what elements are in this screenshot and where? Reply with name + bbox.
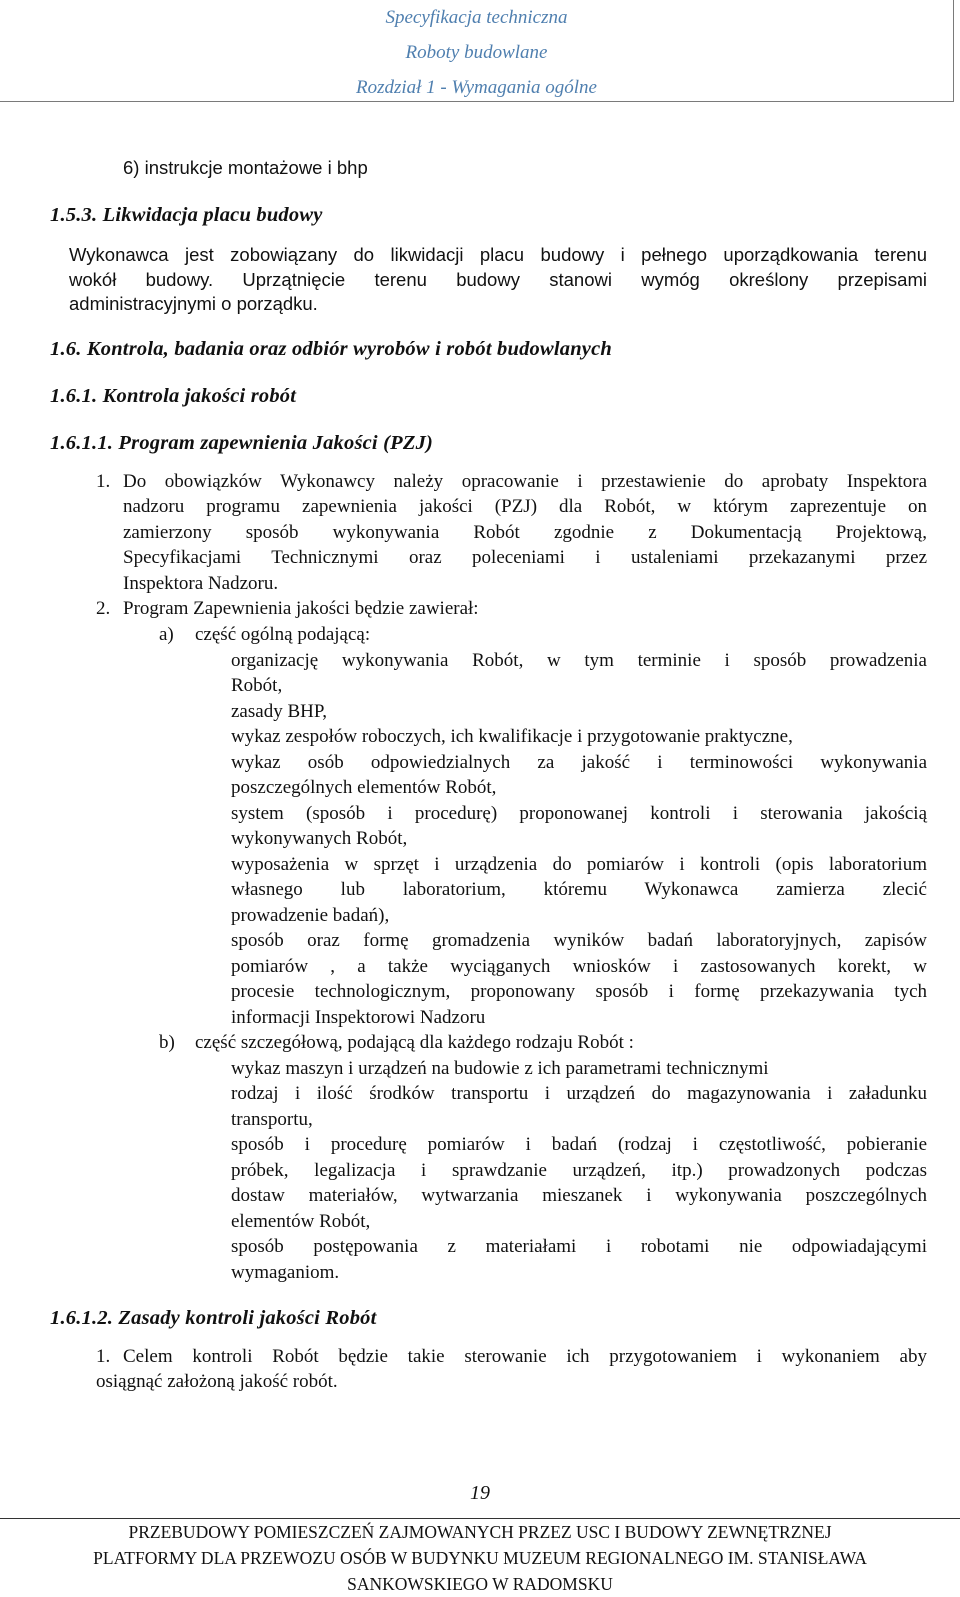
paragraph-line: zamierzony sposób wykonywania Robót zgodnie z Dokumentacją Projektową, (123, 522, 927, 543)
list-item-instructions: 6) instrukcje montażowe i bhp (123, 157, 368, 178)
sublist-line: transportu, (231, 1109, 313, 1130)
sublist-line: zasady BHP, (231, 701, 328, 722)
list-number: 2. (96, 598, 111, 619)
sublist-line: prowadzenie badań), (231, 905, 390, 926)
paragraph-line: Specyfikacjami Technicznymi oraz poleceniami i ustaleniami przekazanymi przez (123, 547, 927, 568)
sublist-line: pomiarów , a także wyciąganych wniosków i zastosowanych korekt, w (231, 956, 927, 977)
heading-1-6-1-2: 1.6.1.2. Zasady kontroli jakości Robót (50, 1307, 377, 1329)
sublist-line: organizację wykonywania Robót, w tym terminie i sposób prowadzenia (231, 650, 927, 671)
sublist-line: własnego lub laboratorium, któremu Wykonawca zamierza zlecić (231, 879, 927, 900)
sublist-line: elementów Robót, (231, 1211, 371, 1232)
heading-1-6-1-1: 1.6.1.1. Program zapewnienia Jakości (PZJ) (50, 432, 434, 454)
sublist-heading: część szczegółową, podającą dla każdego rodzaju Robót : (195, 1032, 634, 1053)
sublist-line: wyposażenia w sprzęt i urządzenia do pomiarów i kontroli (opis laboratorium (231, 854, 927, 875)
sublist-label: a) (159, 624, 174, 645)
list-number: 1. (96, 471, 111, 492)
sublist-label: b) (159, 1032, 175, 1053)
paragraph-line: Inspektora Nadzoru. (123, 573, 279, 594)
sublist-line: próbek, legalizacja i sprawdzanie urządzeń, itp.) prowadzonych podczas (231, 1160, 927, 1181)
sublist-line: Robót, (231, 675, 283, 696)
page-header (0, 0, 954, 102)
header-chapter: Rozdział 1 - Wymagania ogólne (355, 77, 597, 98)
paragraph-line: wokół budowy. Uprzątnięcie terenu budowy stanowi wymóg określony przepisami (69, 269, 927, 290)
footer-line: PRZEBUDOWY POMIESZCZEŃ ZAJMOWANYCH PRZEZ USC I BUDOWY ZEWNĘTRZNEJ (128, 1522, 832, 1542)
sublist-line: wymaganiom. (231, 1262, 340, 1283)
list-number: 1. (96, 1346, 111, 1367)
sublist-line: sposób i procedurę pomiarów i badań (rodzaj i częstotliwość, pobieranie (231, 1134, 927, 1155)
heading-1-5-3: 1.5.3. Likwidacja placu budowy (50, 204, 323, 226)
footer-line: PLATFORMY DLA PRZEWOZU OSÓB W BUDYNKU MUZEUM REGIONALNEGO IM. STANISŁAWA (93, 1548, 867, 1568)
sublist-heading: część ogólną podającą: (195, 624, 371, 645)
header-title: Specyfikacja techniczna (385, 7, 568, 28)
header-subtitle: Roboty budowlane (405, 42, 548, 63)
sublist-line: wykaz maszyn i urządzeń na budowie z ich parametrami technicznymi (231, 1058, 769, 1079)
sublist-line: wykaz osób odpowiedzialnych za jakość i terminowości wykonywania (231, 752, 927, 773)
paragraph-line: Do obowiązków Wykonawcy należy opracowanie i przestawienie do aprobaty Inspektora (123, 471, 927, 492)
sublist-line: wykonywanych Robót, (231, 828, 408, 849)
sublist-line: sposób oraz formę gromadzenia wyników badań laboratoryjnych, zapisów (231, 930, 927, 951)
sublist-line: wykaz zespołów roboczych, ich kwalifikacje i przygotowanie praktyczne, (231, 726, 793, 747)
sublist-line: poszczególnych elementów Robót, (231, 777, 497, 798)
heading-1-6-1: 1.6.1. Kontrola jakości robót (50, 385, 297, 407)
page-number: 19 (470, 1482, 490, 1504)
sublist-line: informacji Inspektorowi Nadzoru (231, 1007, 486, 1028)
sublist-line: procesie technologicznym, proponowany sposób i formę przekazywania tych (231, 981, 927, 1002)
paragraph-line: Program Zapewnienia jakości będzie zawierał: (123, 598, 479, 619)
page-footer (0, 1518, 960, 1597)
heading-1-6: 1.6. Kontrola, badania oraz odbiór wyrobów i robót budowlanych (50, 338, 613, 360)
paragraph-line: Celem kontroli Robót będzie takie sterowanie ich przygotowaniem i wykonaniem aby (123, 1346, 927, 1367)
paragraph-line: Wykonawca jest zobowiązany do likwidacji placu budowy i pełnego uporządkowania terenu (69, 244, 927, 265)
footer-line: SANKOWSKIEGO W RADOMSKU (347, 1574, 613, 1594)
paragraph-line: administracyjnymi o porządku. (69, 293, 318, 314)
sublist-line: dostaw materiałów, wytwarzania mieszanek i wykonywania poszczególnych (231, 1185, 927, 1206)
sublist-line: sposób postępowania z materiałami i robotami nie odpowiadającymi (231, 1236, 927, 1257)
paragraph-line: nadzoru programu zapewnienia jakości (PZJ) dla Robót, w którym zaprezentuje on (123, 496, 927, 517)
paragraph-line: osiągnąć założoną jakość robót. (96, 1371, 338, 1392)
sublist-line: system (sposób i procedurę) proponowanej kontroli i sterowania jakością (231, 803, 927, 824)
sublist-line: rodzaj i ilość środków transportu i urządzeń do magazynowania i załadunku (231, 1083, 927, 1104)
